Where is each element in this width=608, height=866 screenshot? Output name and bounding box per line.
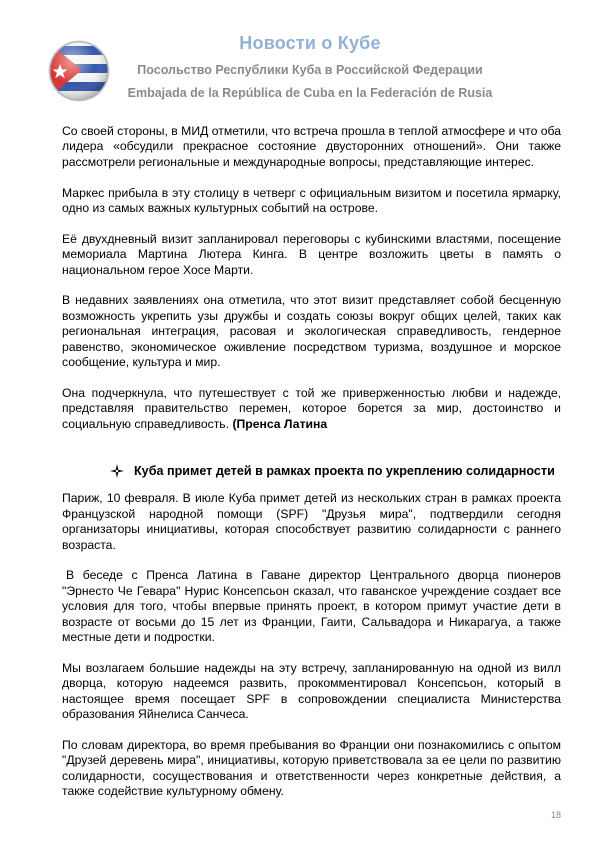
article2-paragraph-1: Париж, 10 февраля. В июле Куба примет детей из нескольких стран в рамках проекта Французской народной помощи (SPF) "Друзья мира", подтвердили сегодня организаторы инициативы, которая способствует развитию солидарности с раннего возраста.: [62, 491, 561, 552]
article1-paragraph-1: Со своей стороны, в МИД отметили, что встреча прошла в теплой атмосфере и что оба лидера «обсудили прекрасное состояние двусторонних отношений». Они также рассмотрели региональные и международные вопросы, представляющие интерес.: [62, 124, 561, 169]
section-spacer: [62, 447, 561, 463]
article2-title: Куба примет детей в рамках проекта по укреплению солидарности: [134, 464, 555, 479]
header-embassy-ru: Посольство Республики Куба в Российской Федерации: [137, 63, 483, 77]
diamond-bullet-icon: [110, 464, 124, 478]
article1-source: (Пренса Латина: [232, 416, 328, 431]
article1-paragraph-4: В недавних заявлениях она отметила, что этот визит представляет собой бесценную возможность укрепить узы дружбы и создать союзы вокруг общих целей, таких как региональная интеграция, расовая и экологическая справедливость, гендерное равенство, экономическое оживление посредством туризма, воздушное и морское сообщение, культура и мир.: [62, 293, 561, 370]
article1-last-text: Она подчеркнула, что путешествует с той же приверженностью любви и надежде, представляя правительство перемен, которое борется за мир, достоинство и социальную справедливость.: [62, 385, 561, 431]
header-title: Новости о Кубе: [239, 33, 381, 53]
header-embassy-es: Embajada de la República de Cuba en la Federación de Rusia: [127, 86, 493, 100]
article2-paragraph-2: В беседе с Пренса Латина в Гаване директор Центрального дворца пионеров "Эрнесто Че Гевара" Нурис Консепсьон сказал, что гаванское учреждение создает все условия для того, чтобы впервые принять проект, в котором примут участие дети в возрасте от восьми до 15 лет из Франции, Гаити, Сальвадора и Никарагуа, а также местные дети и подростки.: [62, 568, 561, 645]
article2-paragraph-4: По словам директора, во время пребывания во Франции они познакомились с опытом "Друзей деревень мира", инициативы, которую приветствовала за ее цели по развитию солидарности, сосуществования и ответственности через конкретные действия, а также содействие культурному обмену.: [62, 737, 561, 799]
article2-paragraph-3: Мы возлагаем большие надежды на эту встречу, запланированную на одной из вилл дворца, которую надеемся развить, прокомментировал Консепсьон, который в настоящее время посещает SPF в сопровождении специалиста Министерства образования Яйнелиса Санчеса.: [62, 660, 561, 722]
article1-paragraph-2: Маркес прибыла в эту столицу в четверг с официальным визитом и посетила ярмарку, одно из самых важных культурных событий на острове.: [62, 185, 561, 216]
article1-paragraph-3: Её двухдневный визит запланировал переговоры с кубинскими властями, посещение мемориала Мартина Лютера Кинга. В центре возложить цветы в память о национальном герое Хосе Марти.: [62, 231, 561, 277]
page-header: [0, 0, 608, 110]
article1-paragraph-5: [62, 386, 561, 432]
page-number: 18: [551, 810, 562, 820]
page-content: [62, 124, 561, 815]
article2-heading: [110, 463, 561, 479]
